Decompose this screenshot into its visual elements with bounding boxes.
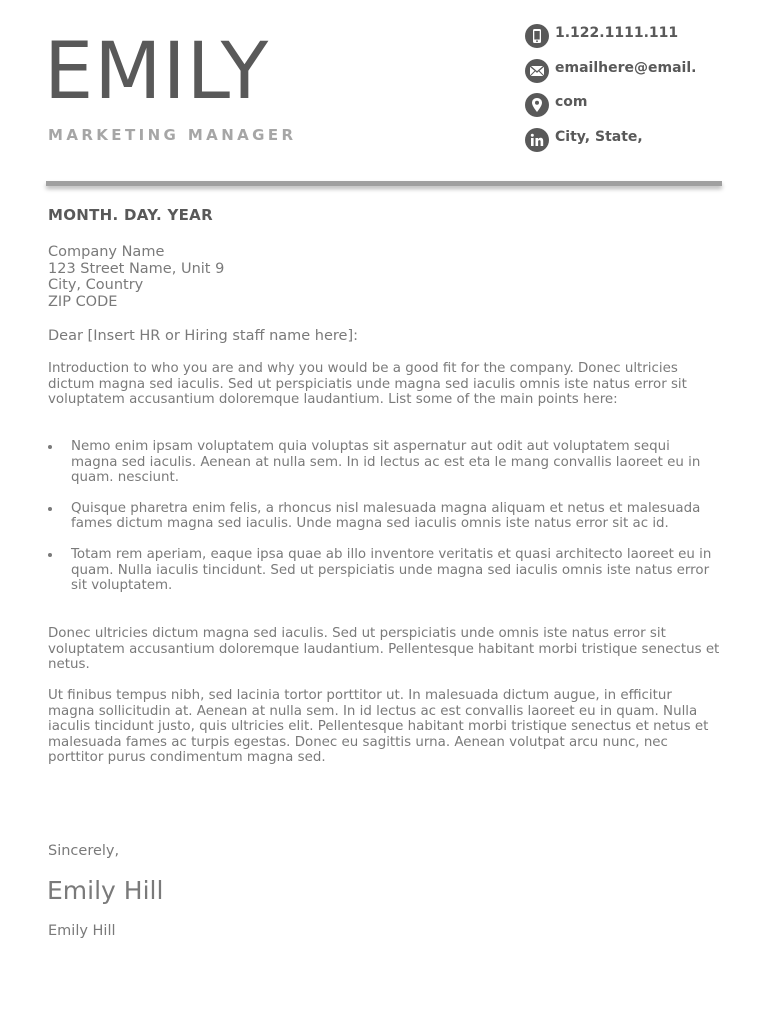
email-icon [525,59,549,83]
phone-text: 1.122.1111.111 [555,25,679,41]
header-divider [46,181,722,186]
address-line: 123 Street Name, Unit 9 [48,260,225,277]
letter-date: MONTH. DAY. YEAR [48,206,213,224]
contact-phone [525,24,678,48]
body-paragraph-2: Ut finibus tempus nibh, sed lacinia tortor porttitor ut. In malesuada dictum augue, in efficitur magna sollicitudin at. Aenean at nulla sem. In id lectus ac est convallis laoreet eu in quam. Nulla iaculis tincidunt justo, quis ultricies elit. Pellentesque habitant morbi tristique senectus et netus et malesuada fames ac turpis egestas. Donec eu sagittis urna. Aenean volutpat arcu nunc, nec porttitor purus condimentum magna sed. [48,688,709,766]
location-icon [525,93,549,117]
city-state-text: City, State, [555,129,643,145]
list-item: Totam rem aperiam, eaque ipsa quae ab illo inventore veritatis et quasi architecto laoreet eu in quam. Nulla iaculis tincidunt. Sed ut perspiciatis unde magna sed iaculis omnis iste natus error sit voluptatem. [48,547,720,594]
signature: Emily Hill [47,876,164,905]
body-paragraph-1: Donec ultricies dictum magna sed iaculis. Sed ut perspiciatis unde omnis iste natus error sit voluptatem accusantium doloremque laudantium. Pellentesque habitant morbi tristique senectus et netus. [48,626,720,673]
closing: Sincerely, [48,843,120,859]
email-text: emailhere@email. [555,60,697,76]
printed-name: Emily Hill [48,923,116,939]
applicant-name: EMILY [44,27,270,117]
list-item: Nemo enim ipsam voluptatem quia voluptas sit aspernatur aut odit aut voluptatem sequi magna sed iaculis. Aenean at nulla sem. In id lectus ac est eta le mang convallis laoreet eu in quam. nesciunt. [48,439,720,486]
salutation: Dear [Insert HR or Hiring staff name here]: [48,328,359,344]
address-line: City, Country [48,277,144,294]
contact-location [525,93,588,117]
job-title: MARKETING MANAGER [48,126,297,144]
key-points-list [48,439,720,609]
address-line: Company Name [48,244,165,260]
linkedin-icon [525,128,549,152]
phone-icon [525,24,549,48]
location-text: com [555,94,588,110]
intro-paragraph: Introduction to who you are and why you would be a good fit for the company. Donec ultricies dictum magna sed iaculis. Sed ut perspiciatis unde magna sed iaculis omnis iste natus error sit voluptatem accusantium doloremque laudantium. List some of the main points here: [48,361,687,408]
contact-email[interactable] [525,59,696,83]
recipient-address [48,244,224,311]
contact-linkedin[interactable] [525,128,643,152]
list-item: Quisque pharetra enim felis, a rhoncus nisl malesuada magna aliquam et netus et malesuada fames dictum magna sed iaculis. Unde magna sed iaculis omnis iste natus error sit ac id. [48,501,720,532]
address-line: ZIP CODE [48,294,118,311]
